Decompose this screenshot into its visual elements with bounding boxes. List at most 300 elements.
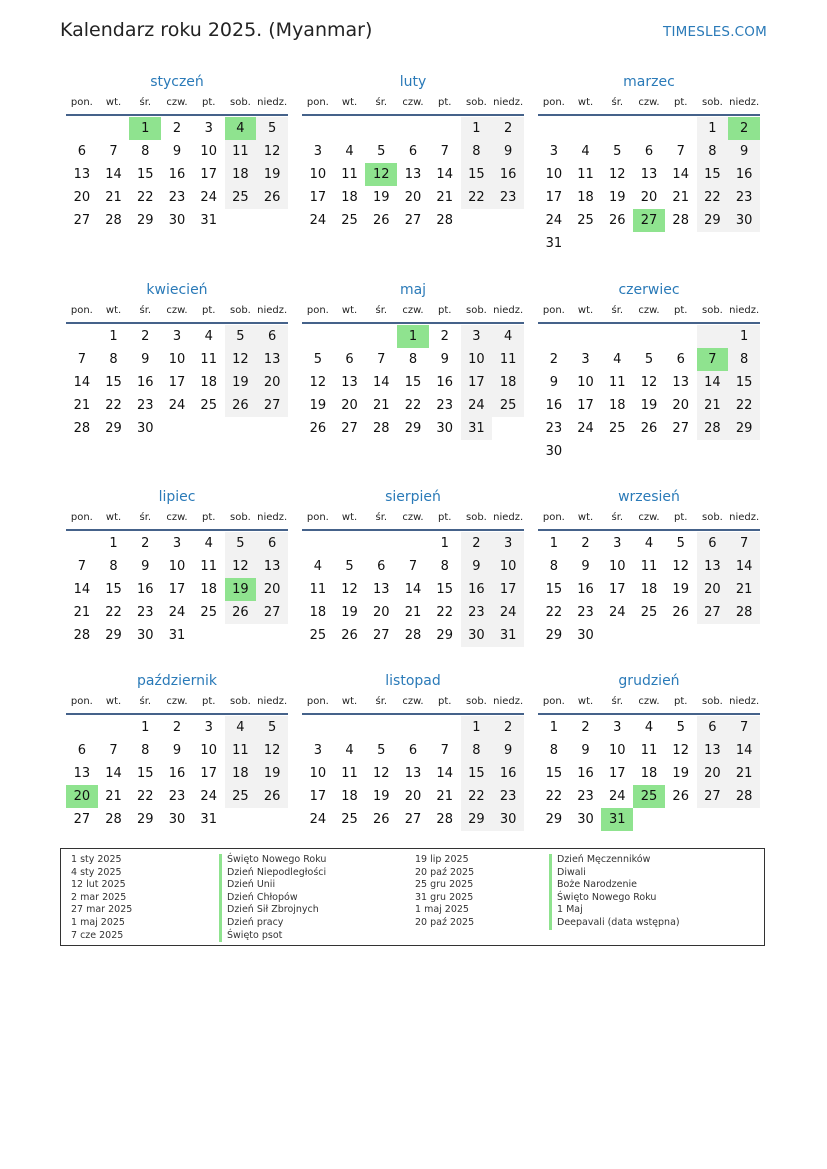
day-cell[interactable]: 24	[168, 398, 186, 413]
day-cell[interactable]: 22	[545, 789, 563, 804]
day-cell[interactable]: 25	[225, 186, 257, 209]
day-cell[interactable]: 6	[377, 559, 386, 574]
day-cell[interactable]: 1	[141, 720, 150, 735]
day-cell[interactable]: 10	[200, 743, 217, 758]
day-cell[interactable]: 7	[77, 559, 86, 574]
day-cell[interactable]: 23	[492, 186, 524, 209]
day-cell[interactable]: 19	[341, 605, 358, 620]
day-cell[interactable]: 22	[436, 605, 453, 620]
day-cell[interactable]: 22	[697, 186, 729, 209]
day-cell[interactable]: 25	[492, 394, 524, 417]
day-cell[interactable]: 13	[640, 167, 658, 182]
day-cell[interactable]: 31	[545, 236, 563, 251]
day-cell[interactable]: 9	[461, 555, 493, 578]
day-cell[interactable]: 4	[644, 720, 654, 735]
day-cell[interactable]: 11	[200, 559, 217, 574]
day-cell[interactable]: 3	[613, 720, 622, 735]
day-cell[interactable]: 1	[549, 720, 558, 735]
day-cell[interactable]: 13	[373, 582, 390, 597]
day-cell[interactable]: 28	[404, 628, 422, 643]
day-cell[interactable]: 15	[461, 762, 493, 785]
day-cell[interactable]: 22	[137, 190, 154, 205]
day-cell[interactable]: 11	[225, 140, 257, 163]
day-cell[interactable]: 5	[256, 117, 288, 140]
day-cell[interactable]: 19	[256, 163, 288, 186]
day-cell[interactable]: 16	[137, 375, 154, 390]
day-cell[interactable]: 21	[436, 190, 453, 205]
day-cell[interactable]: 3	[613, 536, 622, 551]
day-cell[interactable]: 23	[545, 421, 563, 436]
day-cell[interactable]: 3	[313, 743, 322, 758]
day-cell[interactable]: 30	[492, 808, 524, 831]
day-cell[interactable]: 29	[545, 628, 563, 643]
day-cell[interactable]: 4	[492, 325, 524, 348]
day-cell[interactable]: 8	[549, 743, 558, 758]
day-cell[interactable]: 24	[609, 789, 626, 804]
day-cell[interactable]: 29	[545, 812, 563, 827]
day-cell[interactable]: 31	[200, 213, 217, 228]
day-cell[interactable]: 24	[200, 190, 217, 205]
day-cell[interactable]: 8	[461, 739, 493, 762]
day-cell[interactable]: 15	[545, 582, 563, 597]
day-cell[interactable]: 2	[461, 532, 493, 555]
day-cell[interactable]: 26	[373, 213, 390, 228]
day-cell[interactable]: 15	[105, 582, 122, 597]
day-cell[interactable]: 6	[697, 532, 729, 555]
day-cell[interactable]: 27	[341, 421, 358, 436]
day-cell[interactable]: 26	[373, 812, 390, 827]
day-cell[interactable]: 2	[440, 329, 449, 344]
day-cell[interactable]: 4	[225, 117, 257, 140]
day-cell[interactable]: 29	[728, 417, 760, 440]
day-cell[interactable]: 10	[168, 559, 186, 574]
day-cell[interactable]: 26	[672, 789, 689, 804]
day-cell[interactable]: 27	[404, 812, 422, 827]
day-cell[interactable]: 15	[697, 163, 729, 186]
day-cell[interactable]: 13	[341, 375, 358, 390]
day-cell[interactable]: 31	[461, 417, 493, 440]
day-cell[interactable]: 22	[545, 605, 563, 620]
day-cell[interactable]: 5	[644, 352, 654, 367]
day-cell[interactable]: 23	[577, 789, 594, 804]
day-cell[interactable]: 8	[408, 352, 418, 367]
day-cell[interactable]: 17	[168, 375, 186, 390]
day-cell[interactable]: 6	[77, 743, 86, 758]
day-cell[interactable]: 8	[141, 144, 150, 159]
day-cell[interactable]: 8	[141, 743, 150, 758]
day-cell[interactable]: 30	[545, 444, 563, 459]
day-cell[interactable]: 10	[545, 167, 563, 182]
day-cell[interactable]: 23	[492, 785, 524, 808]
day-cell[interactable]: 23	[168, 190, 186, 205]
day-cell[interactable]: 26	[341, 628, 358, 643]
day-cell[interactable]: 26	[309, 421, 327, 436]
day-cell[interactable]: 10	[309, 167, 327, 182]
day-cell[interactable]: 30	[577, 628, 594, 643]
day-cell[interactable]: 7	[440, 144, 449, 159]
day-cell[interactable]: 27	[373, 628, 390, 643]
day-cell[interactable]: 30	[168, 812, 186, 827]
day-cell[interactable]: 12	[256, 140, 288, 163]
day-cell[interactable]: 9	[492, 739, 524, 762]
day-cell[interactable]: 6	[676, 352, 685, 367]
day-cell[interactable]: 20	[341, 398, 358, 413]
day-cell[interactable]: 20	[697, 762, 729, 785]
day-cell[interactable]: 25	[633, 785, 665, 808]
day-cell[interactable]: 13	[73, 167, 91, 182]
day-cell[interactable]: 13	[672, 375, 689, 390]
day-cell[interactable]: 16	[492, 762, 524, 785]
day-cell[interactable]: 15	[404, 375, 422, 390]
day-cell[interactable]: 18	[640, 766, 658, 781]
day-cell[interactable]: 22	[105, 398, 122, 413]
day-cell[interactable]: 24	[577, 421, 594, 436]
day-cell[interactable]: 18	[200, 582, 217, 597]
day-cell[interactable]: 1	[109, 329, 118, 344]
day-cell[interactable]: 9	[440, 352, 449, 367]
day-cell[interactable]: 9	[581, 559, 590, 574]
day-cell[interactable]: 28	[697, 417, 729, 440]
day-cell[interactable]: 16	[436, 375, 453, 390]
day-cell[interactable]: 20	[256, 578, 288, 601]
day-cell[interactable]: 3	[204, 121, 213, 136]
day-cell[interactable]: 7	[109, 743, 118, 758]
day-cell[interactable]: 31	[200, 812, 217, 827]
day-cell[interactable]: 1	[440, 536, 449, 551]
day-cell[interactable]: 17	[200, 167, 217, 182]
day-cell[interactable]: 5	[225, 325, 257, 348]
day-cell[interactable]: 8	[109, 352, 118, 367]
day-cell[interactable]: 17	[309, 190, 327, 205]
day-cell[interactable]: 29	[137, 812, 154, 827]
day-cell[interactable]: 26	[256, 785, 288, 808]
day-cell[interactable]: 15	[728, 371, 760, 394]
day-cell[interactable]: 28	[728, 785, 760, 808]
day-cell[interactable]: 24	[461, 394, 493, 417]
day-cell[interactable]: 21	[697, 394, 729, 417]
day-cell[interactable]: 18	[200, 375, 217, 390]
day-cell[interactable]: 26	[640, 421, 658, 436]
day-cell[interactable]: 17	[545, 190, 563, 205]
day-cell[interactable]: 12	[609, 167, 626, 182]
day-cell[interactable]: 5	[613, 144, 622, 159]
day-cell[interactable]: 6	[697, 716, 729, 739]
day-cell[interactable]: 27	[633, 209, 665, 232]
day-cell[interactable]: 21	[728, 762, 760, 785]
day-cell[interactable]: 29	[105, 421, 122, 436]
day-cell[interactable]: 3	[492, 532, 524, 555]
day-cell[interactable]: 18	[309, 605, 327, 620]
day-cell[interactable]: 18	[225, 762, 257, 785]
day-cell[interactable]: 26	[225, 394, 257, 417]
day-cell[interactable]: 9	[492, 140, 524, 163]
day-cell[interactable]: 28	[105, 812, 122, 827]
day-cell[interactable]: 5	[377, 743, 386, 758]
day-cell[interactable]: 11	[492, 348, 524, 371]
day-cell[interactable]: 30	[577, 812, 594, 827]
day-cell[interactable]: 31	[168, 628, 186, 643]
day-cell[interactable]: 10	[492, 555, 524, 578]
day-cell[interactable]: 20	[73, 190, 91, 205]
day-cell[interactable]: 25	[225, 785, 257, 808]
day-cell[interactable]: 24	[609, 605, 626, 620]
day-cell[interactable]: 30	[461, 624, 493, 647]
day-cell[interactable]: 24	[309, 812, 327, 827]
day-cell[interactable]: 21	[105, 789, 122, 804]
day-cell[interactable]: 20	[640, 190, 658, 205]
day-cell[interactable]: 25	[309, 628, 327, 643]
day-cell[interactable]: 12	[373, 766, 390, 781]
day-cell[interactable]: 23	[137, 605, 154, 620]
day-cell[interactable]: 11	[341, 766, 358, 781]
day-cell[interactable]: 3	[172, 536, 182, 551]
day-cell[interactable]: 17	[609, 766, 626, 781]
day-cell[interactable]: 15	[137, 766, 154, 781]
day-cell[interactable]: 7	[728, 716, 760, 739]
day-cell[interactable]: 3	[313, 144, 322, 159]
day-cell[interactable]: 11	[225, 739, 257, 762]
day-cell[interactable]: 12	[309, 375, 327, 390]
day-cell[interactable]: 24	[168, 605, 186, 620]
day-cell[interactable]: 19	[373, 190, 390, 205]
day-cell[interactable]: 29	[697, 209, 729, 232]
day-cell[interactable]: 23	[461, 601, 493, 624]
day-cell[interactable]: 24	[545, 213, 563, 228]
day-cell[interactable]: 9	[172, 144, 182, 159]
day-cell[interactable]: 27	[404, 213, 422, 228]
day-cell[interactable]: 14	[73, 582, 91, 597]
day-cell[interactable]: 10	[609, 743, 626, 758]
day-cell[interactable]: 6	[256, 532, 288, 555]
day-cell[interactable]: 26	[225, 601, 257, 624]
day-cell[interactable]: 28	[672, 213, 689, 228]
day-cell[interactable]: 17	[577, 398, 594, 413]
day-cell[interactable]: 9	[141, 352, 150, 367]
day-cell[interactable]: 7	[728, 532, 760, 555]
day-cell[interactable]: 31	[492, 624, 524, 647]
day-cell[interactable]: 6	[408, 743, 418, 758]
day-cell[interactable]: 12	[672, 743, 689, 758]
day-cell[interactable]: 1	[397, 325, 429, 348]
day-cell[interactable]: 12	[256, 739, 288, 762]
day-cell[interactable]: 19	[225, 371, 257, 394]
day-cell[interactable]: 1	[129, 117, 161, 140]
day-cell[interactable]: 9	[728, 140, 760, 163]
day-cell[interactable]: 12	[640, 375, 658, 390]
day-cell[interactable]: 31	[601, 808, 633, 831]
day-cell[interactable]: 28	[436, 213, 453, 228]
day-cell[interactable]: 2	[141, 536, 150, 551]
day-cell[interactable]: 2	[172, 121, 182, 136]
day-cell[interactable]: 16	[728, 163, 760, 186]
day-cell[interactable]: 16	[577, 766, 594, 781]
day-cell[interactable]: 10	[309, 766, 327, 781]
day-cell[interactable]: 16	[168, 167, 186, 182]
day-cell[interactable]: 20	[256, 371, 288, 394]
day-cell[interactable]: 3	[172, 329, 182, 344]
day-cell[interactable]: 18	[609, 398, 626, 413]
day-cell[interactable]: 4	[644, 536, 654, 551]
day-cell[interactable]: 30	[728, 209, 760, 232]
day-cell[interactable]: 5	[676, 536, 685, 551]
day-cell[interactable]: 29	[137, 213, 154, 228]
day-cell[interactable]: 4	[313, 559, 322, 574]
day-cell[interactable]: 2	[581, 720, 590, 735]
day-cell[interactable]: 30	[436, 421, 453, 436]
day-cell[interactable]: 13	[73, 766, 91, 781]
day-cell[interactable]: 21	[73, 605, 91, 620]
day-cell[interactable]: 8	[728, 348, 760, 371]
day-cell[interactable]: 20	[697, 578, 729, 601]
day-cell[interactable]: 27	[73, 213, 91, 228]
day-cell[interactable]: 15	[545, 766, 563, 781]
day-cell[interactable]: 24	[200, 789, 217, 804]
day-cell[interactable]: 13	[404, 167, 422, 182]
day-cell[interactable]: 18	[640, 582, 658, 597]
day-cell[interactable]: 23	[728, 186, 760, 209]
day-cell[interactable]: 20	[66, 785, 98, 808]
day-cell[interactable]: 19	[609, 190, 626, 205]
day-cell[interactable]: 27	[256, 601, 288, 624]
day-cell[interactable]: 9	[172, 743, 182, 758]
day-cell[interactable]: 26	[672, 605, 689, 620]
day-cell[interactable]: 11	[577, 167, 594, 182]
day-cell[interactable]: 1	[461, 117, 493, 140]
day-cell[interactable]: 14	[404, 582, 422, 597]
day-cell[interactable]: 4	[204, 536, 213, 551]
day-cell[interactable]: 28	[436, 812, 453, 827]
day-cell[interactable]: 5	[676, 720, 685, 735]
day-cell[interactable]: 2	[581, 536, 590, 551]
day-cell[interactable]: 13	[697, 555, 729, 578]
day-cell[interactable]: 16	[137, 582, 154, 597]
day-cell[interactable]: 7	[676, 144, 685, 159]
day-cell[interactable]: 16	[492, 163, 524, 186]
day-cell[interactable]: 29	[461, 808, 493, 831]
day-cell[interactable]: 28	[373, 421, 390, 436]
day-cell[interactable]: 20	[672, 398, 689, 413]
day-cell[interactable]: 10	[200, 144, 217, 159]
day-cell[interactable]: 6	[77, 144, 86, 159]
day-cell[interactable]: 8	[109, 559, 118, 574]
day-cell[interactable]: 22	[105, 605, 122, 620]
day-cell[interactable]: 13	[256, 555, 288, 578]
day-cell[interactable]: 14	[672, 167, 689, 182]
day-cell[interactable]: 4	[613, 352, 622, 367]
day-cell[interactable]: 10	[168, 352, 186, 367]
day-cell[interactable]: 17	[492, 578, 524, 601]
day-cell[interactable]: 7	[697, 348, 729, 371]
day-cell[interactable]: 1	[697, 117, 729, 140]
day-cell[interactable]: 12	[225, 348, 257, 371]
day-cell[interactable]: 18	[341, 190, 358, 205]
day-cell[interactable]: 18	[492, 371, 524, 394]
day-cell[interactable]: 6	[256, 325, 288, 348]
day-cell[interactable]: 4	[345, 144, 354, 159]
day-cell[interactable]: 16	[168, 766, 186, 781]
day-cell[interactable]: 25	[200, 398, 217, 413]
day-cell[interactable]: 4	[581, 144, 590, 159]
day-cell[interactable]: 23	[436, 398, 453, 413]
day-cell[interactable]: 5	[345, 559, 354, 574]
day-cell[interactable]: 17	[309, 789, 327, 804]
day-cell[interactable]: 26	[256, 186, 288, 209]
day-cell[interactable]: 22	[728, 394, 760, 417]
day-cell[interactable]: 23	[168, 789, 186, 804]
day-cell[interactable]: 28	[105, 213, 122, 228]
day-cell[interactable]: 30	[137, 421, 154, 436]
day-cell[interactable]: 11	[640, 559, 658, 574]
day-cell[interactable]: 14	[73, 375, 91, 390]
day-cell[interactable]: 30	[137, 628, 154, 643]
day-cell[interactable]: 28	[73, 628, 91, 643]
day-cell[interactable]: 25	[577, 213, 594, 228]
day-cell[interactable]: 12	[365, 163, 397, 186]
day-cell[interactable]: 25	[640, 605, 658, 620]
day-cell[interactable]: 17	[461, 371, 493, 394]
day-cell[interactable]: 25	[609, 421, 626, 436]
day-cell[interactable]: 5	[313, 352, 322, 367]
day-cell[interactable]: 25	[200, 605, 217, 620]
day-cell[interactable]: 19	[672, 582, 689, 597]
day-cell[interactable]: 2	[492, 716, 524, 739]
day-cell[interactable]: 19	[225, 578, 257, 601]
day-cell[interactable]: 14	[436, 766, 453, 781]
day-cell[interactable]: 23	[577, 605, 594, 620]
day-cell[interactable]: 27	[697, 601, 729, 624]
day-cell[interactable]: 7	[440, 743, 449, 758]
day-cell[interactable]: 4	[225, 716, 257, 739]
day-cell[interactable]: 16	[461, 578, 493, 601]
day-cell[interactable]: 2	[141, 329, 150, 344]
day-cell[interactable]: 17	[168, 582, 186, 597]
day-cell[interactable]: 2	[172, 720, 182, 735]
day-cell[interactable]: 6	[408, 144, 418, 159]
day-cell[interactable]: 13	[404, 766, 422, 781]
day-cell[interactable]: 21	[404, 605, 422, 620]
day-cell[interactable]: 14	[697, 371, 729, 394]
day-cell[interactable]: 18	[577, 190, 594, 205]
day-cell[interactable]: 9	[141, 559, 150, 574]
day-cell[interactable]: 3	[549, 144, 558, 159]
day-cell[interactable]: 11	[200, 352, 217, 367]
day-cell[interactable]: 14	[728, 739, 760, 762]
day-cell[interactable]: 19	[256, 762, 288, 785]
day-cell[interactable]: 21	[73, 398, 91, 413]
day-cell[interactable]: 1	[549, 536, 558, 551]
day-cell[interactable]: 7	[77, 352, 86, 367]
day-cell[interactable]: 23	[137, 398, 154, 413]
day-cell[interactable]: 7	[408, 559, 418, 574]
day-cell[interactable]: 25	[341, 812, 358, 827]
day-cell[interactable]: 21	[373, 398, 390, 413]
day-cell[interactable]: 3	[581, 352, 590, 367]
day-cell[interactable]: 13	[256, 348, 288, 371]
day-cell[interactable]: 10	[461, 348, 493, 371]
day-cell[interactable]: 22	[461, 785, 493, 808]
brand-logo-text[interactable]: TIMESLES.COM	[663, 24, 767, 40]
day-cell[interactable]: 16	[545, 398, 563, 413]
day-cell[interactable]: 8	[549, 559, 558, 574]
day-cell[interactable]: 17	[200, 766, 217, 781]
day-cell[interactable]: 5	[225, 532, 257, 555]
day-cell[interactable]: 22	[404, 398, 422, 413]
day-cell[interactable]: 7	[109, 144, 118, 159]
day-cell[interactable]: 27	[73, 812, 91, 827]
day-cell[interactable]: 6	[345, 352, 354, 367]
day-cell[interactable]: 28	[73, 421, 91, 436]
day-cell[interactable]: 14	[728, 555, 760, 578]
